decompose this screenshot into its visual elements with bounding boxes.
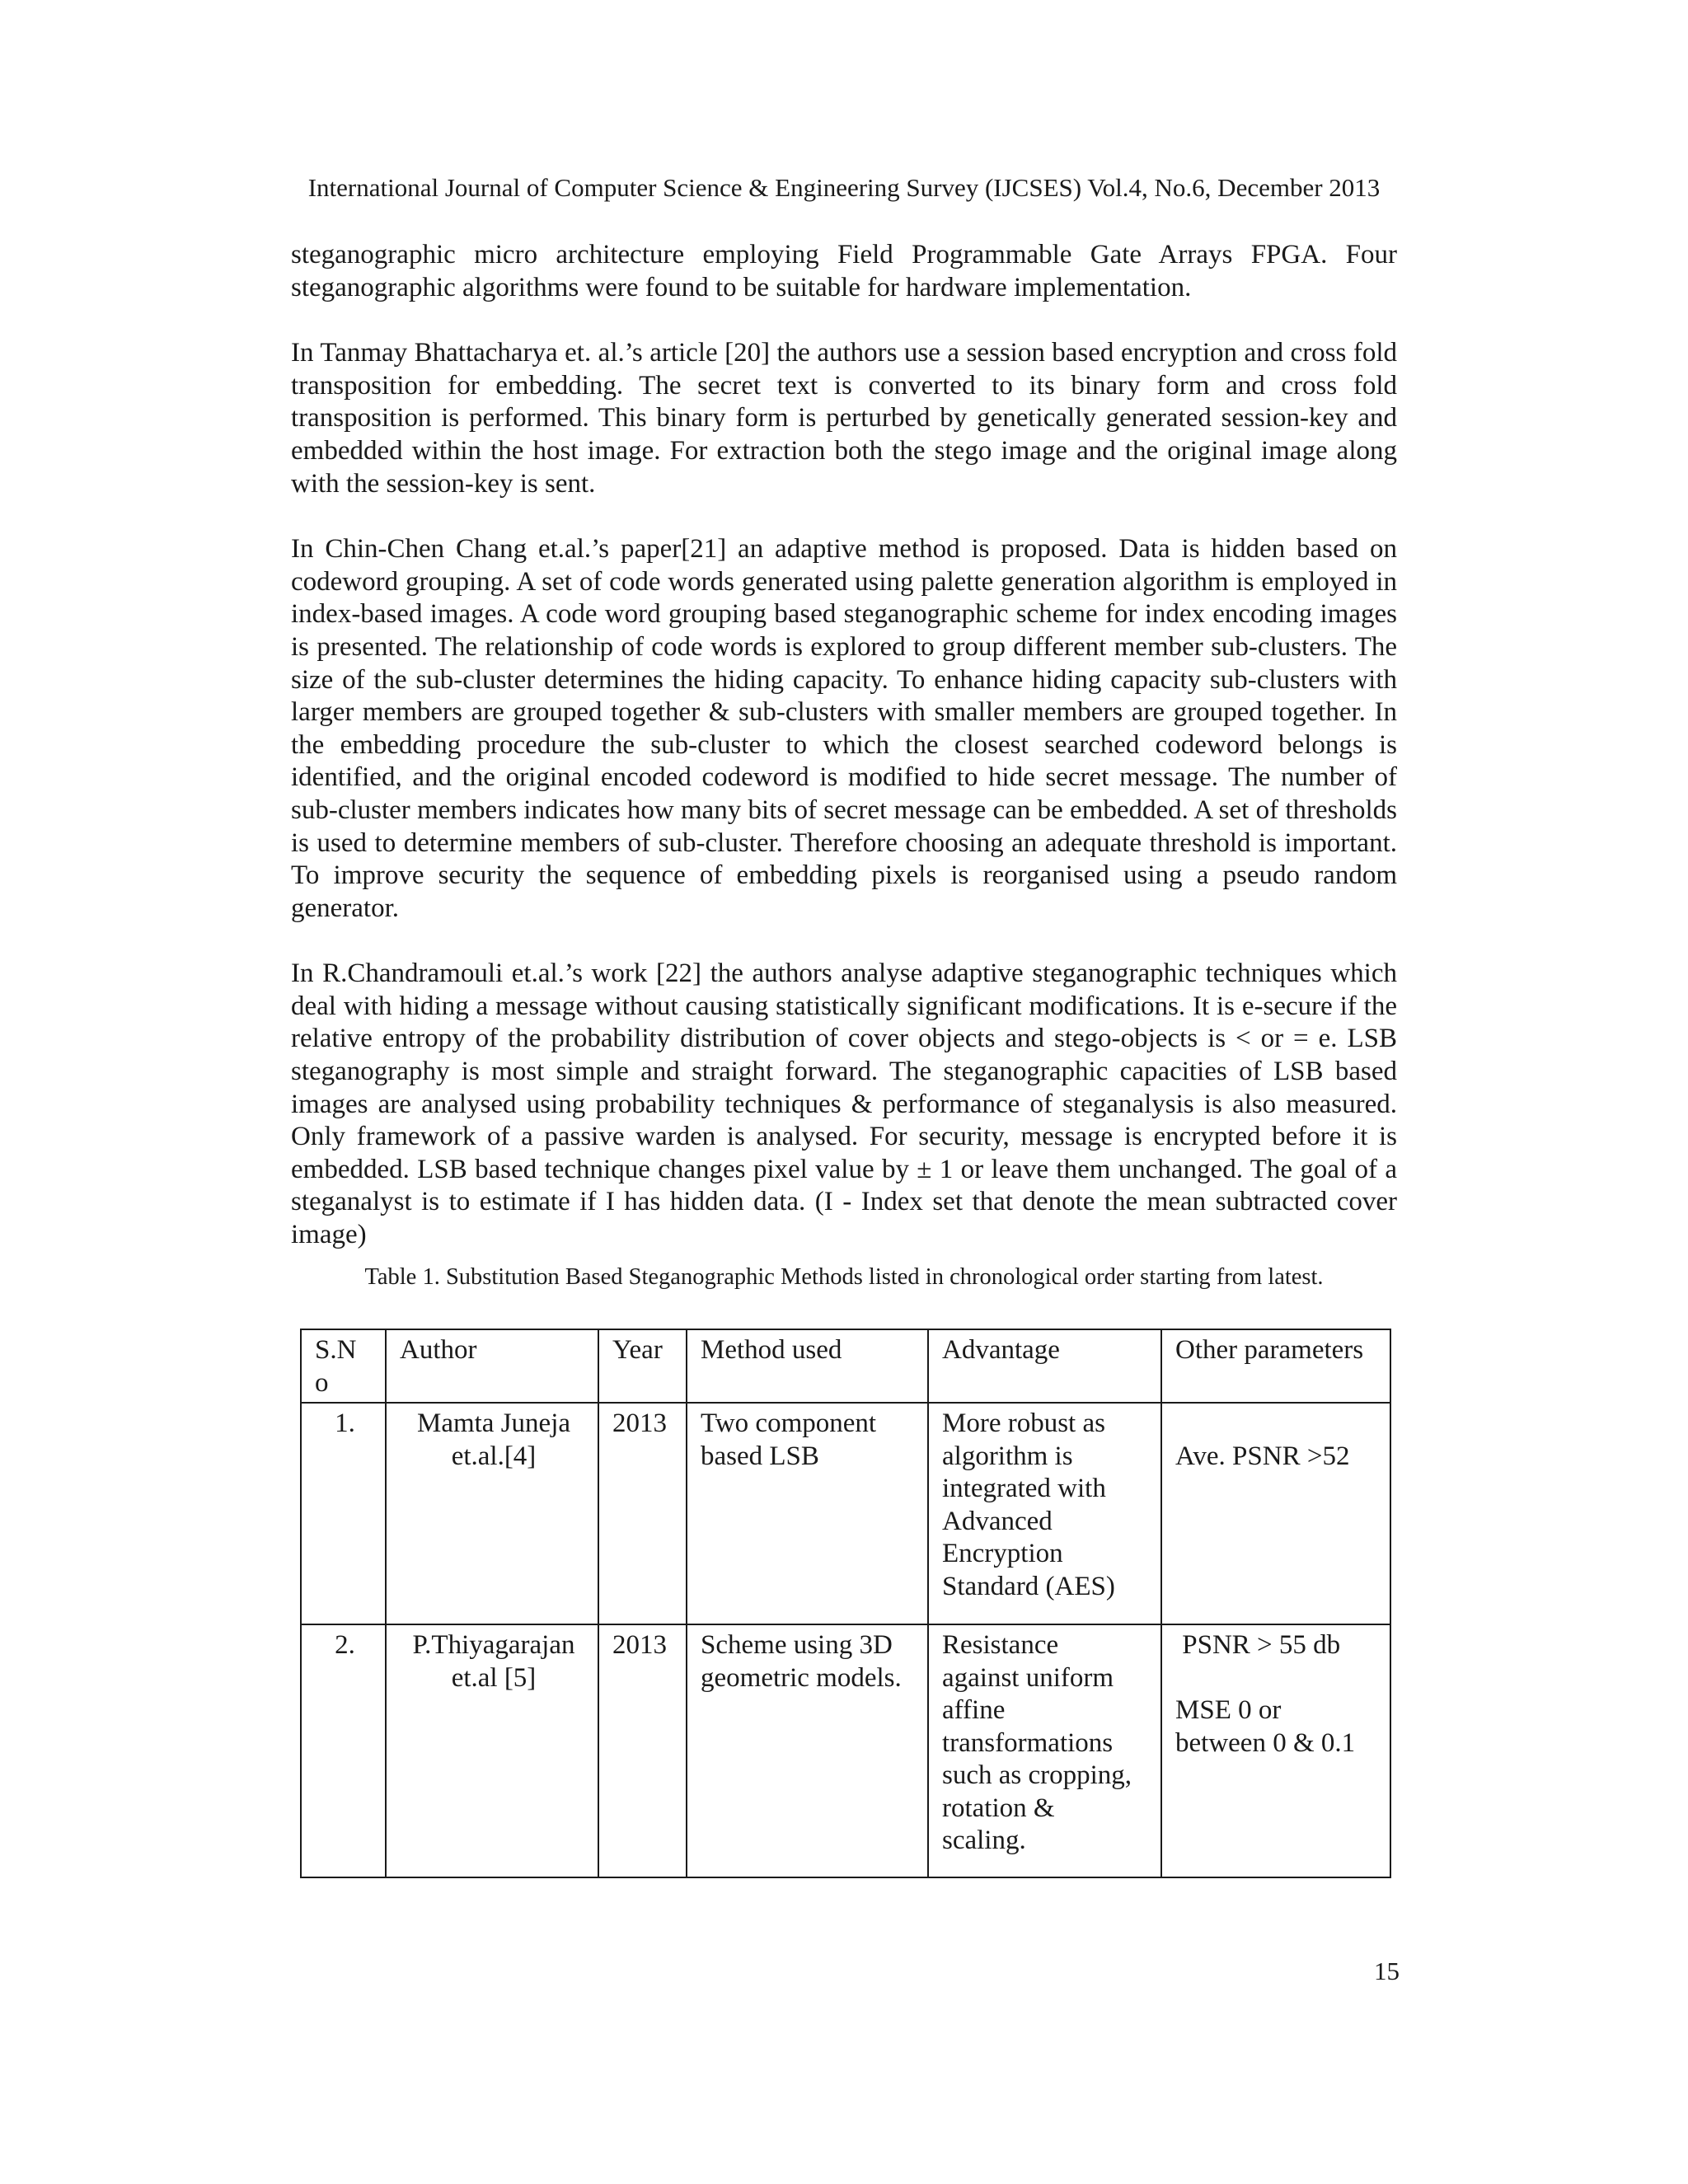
cell-other-parameters	[1161, 1624, 1390, 1877]
advantage-line: transformations	[942, 1727, 1114, 1758]
advantage-line: Advanced	[942, 1506, 1053, 1536]
parameter-line: MSE 0 or	[1175, 1695, 1282, 1725]
header-author: Author	[386, 1329, 598, 1403]
header-sno-line2: o	[315, 1367, 329, 1398]
cell-other-parameters	[1161, 1403, 1390, 1624]
header-advantage: Advantage	[928, 1329, 1161, 1403]
advantage-line: such as cropping,	[942, 1760, 1132, 1790]
paragraph-chandramouli: In R.Chandramouli et.al.’s work [22] the authors analyse adaptive steganographic techniques which deal with hiding a message without causing statistically significant modifications. It is e-secure if the relative entropy of the probability distribution of cover objects and stego-objects is < or = e. LSB steganography is most simple and straight forward. The steganographic capacities of LSB based images are analysed using probability techniques & performance of steganalysis is also measured. Only framework of a passive warden is analysed. For security, message is encrypted before it is embedded. LSB based technique changes pixel value by ± 1 or leave them unchanged. The goal of a steganalyst is to estimate if I has hidden data. (I - Index set that denote the mean subtracted cover image)	[291, 958, 1397, 1250]
paragraph-bhattacharya: In Tanmay Bhattacharya et. al.’s article [20] the authors use a session based encryption and cross fold transposition for embedding. The secret text is converted to its binary form and cross fold transposition is performed. This binary form is perturbed by genetically generated session-key and embedded within the host image. For extraction both the stego image and the original image along with the session-key is sent.	[291, 338, 1397, 499]
page-number: 15	[1374, 1957, 1400, 1985]
method-line: Two component	[701, 1408, 877, 1438]
cell-method	[687, 1624, 928, 1877]
parameter-line: PSNR > 55 db	[1175, 1630, 1341, 1660]
advantage-line: against uniform	[942, 1662, 1114, 1693]
cell-author	[386, 1624, 598, 1877]
advantage-line: algorithm is	[942, 1441, 1073, 1471]
table-header-row	[301, 1329, 1390, 1403]
author-ref: et.al [5]	[451, 1662, 537, 1693]
header-other-parameters: Other parameters	[1161, 1329, 1390, 1403]
cell-sno: 1.	[301, 1403, 386, 1624]
author-ref: et.al.[4]	[451, 1441, 537, 1471]
cell-advantage	[928, 1624, 1161, 1877]
header-year: Year	[598, 1329, 687, 1403]
cell-year: 2013	[598, 1624, 687, 1877]
parameter-line: between 0 & 0.1	[1175, 1727, 1356, 1758]
method-line: Scheme using 3D	[701, 1630, 893, 1660]
header-method: Method used	[687, 1329, 928, 1403]
cell-year: 2013	[598, 1403, 687, 1624]
cell-method	[687, 1403, 928, 1624]
cell-sno: 2.	[301, 1624, 386, 1877]
cell-spacer	[1175, 1662, 1380, 1695]
advantage-line: Standard (AES)	[942, 1571, 1115, 1601]
header-sno-line1: S.N	[315, 1335, 357, 1365]
advantage-line: affine	[942, 1695, 1006, 1725]
parameter-line: Ave. PSNR >52	[1175, 1441, 1350, 1471]
table-row	[301, 1624, 1390, 1877]
advantage-line: integrated with	[942, 1474, 1106, 1503]
advantage-line: Resistance	[942, 1630, 1059, 1660]
table-caption: Table 1. Substitution Based Steganographic Methods listed in chronological order starting from latest.	[364, 1264, 1324, 1290]
advantage-line: scaling.	[942, 1825, 1026, 1855]
body-text	[291, 239, 1397, 1285]
advantage-line: More robust as	[942, 1408, 1105, 1438]
advantage-line: rotation &	[942, 1793, 1055, 1823]
method-line: geometric models.	[701, 1662, 902, 1693]
header-sno	[301, 1329, 386, 1403]
cell-advantage	[928, 1403, 1161, 1624]
journal-header: International Journal of Computer Science & Engineering Survey (IJCSES) Vol.4, No.6, December 2013	[307, 173, 1381, 202]
cell-spacer	[1175, 1408, 1380, 1441]
cell-author	[386, 1403, 598, 1624]
advantage-line: Encryption	[942, 1539, 1063, 1568]
author-name: P.Thiyagarajan	[412, 1630, 575, 1660]
author-name: Mamta Juneja	[416, 1408, 571, 1438]
methods-table	[300, 1329, 1391, 1878]
table-row	[301, 1403, 1390, 1624]
paragraph-fpga: steganographic micro architecture employing Field Programmable Gate Arrays FPGA. Four steganographic algorithms were found to be suitable for hardware implementation.	[291, 240, 1397, 302]
method-line: based LSB	[701, 1441, 819, 1471]
paragraph-chang: In Chin-Chen Chang et.al.’s paper[21] an adaptive method is proposed. Data is hidden based on codeword grouping. A set of code words generated using palette generation algorithm is employed in index-based images. A code word grouping based steganographic scheme for index encoding images is presented. The relationship of code words is explored to group different member sub-clusters. The size of the sub-cluster determines the hiding capacity. To enhance hiding capacity sub-clusters with larger members are grouped together & sub-clusters with smaller members are grouped together. In the embedding procedure the sub-cluster to which the closest searched codeword belongs is identified, and the original encoded codeword is modified to hide secret message. The number of sub-cluster members indicates how many bits of secret message can be embedded. A set of thresholds is used to determine members of sub-cluster. Therefore choosing an adequate threshold is important. To improve security the sequence of embedding pixels is reorganised using a pseudo random generator.	[291, 534, 1397, 923]
